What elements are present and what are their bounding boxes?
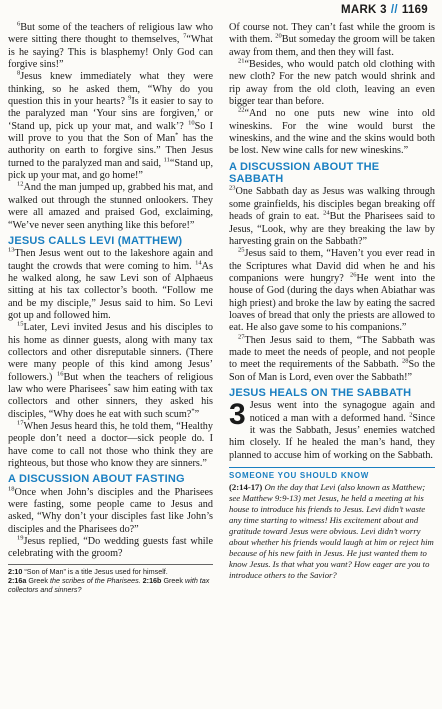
book-chapter: MARK 3: [340, 4, 387, 16]
footnote: 2:10 “Son of Man” is a title Jesus used for himself.: [8, 566, 168, 576]
verse-number: 9: [128, 94, 132, 102]
verse-number: 13: [8, 246, 15, 254]
verse-number: 2: [409, 411, 413, 419]
verse-number: 24: [323, 209, 330, 217]
verse-number: 23: [229, 185, 236, 193]
footnote-marker: *: [107, 382, 111, 390]
verse-number: 25: [238, 246, 245, 254]
verse-number: 16: [56, 370, 64, 378]
section-heading: A DISCUSSION ABOUT THE SABBATH: [229, 160, 380, 186]
verse-number: 17: [17, 419, 24, 427]
verse-number: 10: [188, 119, 195, 127]
verse-paragraph: Of course not. They can’t fast while the groom is with them. $^{20}$But someday the groom will be taken away from them, and then they will fast.: [229, 22, 435, 58]
verse-number: 7: [183, 32, 187, 40]
right-column: [229, 22, 435, 581]
verse-number: 18: [8, 485, 15, 493]
verse-paragraph: $^{13}$Then Jesus went out to the lakeshore again and taught the crowds that were coming to him. $^{14}$As he walked along, he saw Levi son of Alphaeus sitting at his tax collector’s booth. “Follow me and be my disciple,” Jesus said to him. So Levi got up and followed him.: [8, 246, 213, 321]
verse-number: 22: [238, 107, 245, 115]
verse-number: 27: [238, 333, 245, 341]
verse-paragraph: $^{18}$Once when John’s disciples and the Pharisees were fasting, some people came to Jesus and asked, “Why don’t your disciples fast like John’s disciples and the Pharisees do?”: [8, 485, 213, 535]
verse-number: 8: [17, 69, 21, 77]
sidebar-ref: (2:14-17): [229, 482, 263, 493]
verse-paragraph: $^{23}$One Sabbath day as Jesus was walking through some grainfields, his disciples began breaking off heads of grain to eat. $^{24}$But the Pharisees said to Jesus, “Look, why are they breaking the law by harvesting grain on the Sabbath?”: [229, 185, 435, 247]
verse-paragraph: $^{15}$Later, Levi invited Jesus and his disciples to his home as dinner guests, along with many tax collectors and other disreputable sinners. (There were many people of this kind among Jesus’ followers.) $^{16}$But when the teachers of religious law who were Pharisees* saw him eating with tax collectors and other sinners, they asked his disciples, “Why does he eat with such scum?*”: [8, 320, 213, 420]
footnote-ref: 2:16b: [142, 575, 162, 585]
footnote-ref: 2:16a: [8, 575, 27, 585]
verse-paragraph: $^{17}$When Jesus heard this, he told them, “Healthy people don’t need a doctor—sick people do. I have come to call not those who think they are righteous, but those who know they are sinners.”: [8, 419, 213, 470]
verse-number: 21: [238, 57, 245, 65]
verse-paragraph: $^{21}$“Besides, who would patch old clothing with new cloth? For the new patch would shrink and rip away from the old cloth, leaving an even bigger tear than before.: [229, 57, 435, 108]
footnote-marker: *: [175, 131, 179, 139]
verse-paragraph: $^{22}$“And no one puts new wine into old wineskins. For the wine would burst the wineskins, and the wine and the skins would both be lost. New wine calls for new wineskins.”: [229, 107, 435, 157]
verse-number: 6: [17, 20, 21, 28]
footnote-divider: [8, 564, 213, 565]
verse-paragraph: $^{25}$Jesus said to them, “Haven’t you ever read in the Scriptures what David did when he and his companions were hungry? $^{26}$He went into the house of God (during the days when Abiathar was high priest) and broke the law by eating the sacred loaves of bread that only the priests are allowed to eat. He also gave some to his companions.”: [229, 246, 435, 334]
verse-paragraph: 3 Jesus went into the synagogue again and noticed a man with a deformed hand. $^2$Since it was the Sabbath, Jesus’ enemies watched him closely. If he healed the man’s hand, they planned to accuse him of working on the Sabbath.: [229, 398, 435, 461]
sidebar-text: (2:14-17) On the day that Levi (also known as Matthew; see Matthew 9:9-13) met Jesus, he held a meeting at his house to introduce his friends to Jesus. Levi didn’t waste any time starting to witness! His excitement about and gratitude toward Jesus were obvious. Levi didn’t worry about whether his friends would laugh at him or reject him because of his new faith in Jesus. He just wanted them to know Jesus. Is that what you want? How eager are you to introduce others to the Savior?: [229, 482, 434, 580]
verse-paragraph: $^{27}$Then Jesus said to them, “The Sabbath was made to meet the needs of people, and not people to meet the requirements of the Sabbath. $^{28}$So the Son of Man is Lord, even over the Sabbath!”: [229, 333, 435, 383]
section-heading: JESUS CALLS LEVI (MATTHEW): [8, 234, 183, 247]
verse-number: 26: [349, 271, 357, 279]
verse-paragraph: $^{12}$And the man jumped up, grabbed his mat, and walked out through the stunned onlookers. They were all amazed and praised God, exclaiming, “We’ve never seen anything like this before!”: [8, 181, 213, 231]
verse-paragraph: $^8$Jesus knew immediately what they were thinking, so he asked them, “Why do you question this in your hearts? $^9$Is it easier to say to the paralyzed man ‘Your sins are forgiven,’ or ‘Stand up, pick up your mat, and walk’? $^{10}$So I will prove to you that the Son of Man* has the authority on earth to forgive sins.” Then Jesus turned to the paralyzed man and said, $^{11}$“Stand up, pick up your mat, and go home!”: [8, 69, 214, 182]
sidebar-title: SOMEONE YOU SHOULD KNOW: [229, 471, 369, 481]
verse-paragraph: $^6$But some of the teachers of religious law who were sitting there thought to themselves, $^7$“What is he saying? This is blasphemy! Only God can forgive sins!”: [8, 20, 213, 71]
page-number: 1169: [401, 4, 428, 16]
verse-number: 11: [163, 156, 170, 164]
verse-number: 19: [17, 534, 24, 542]
running-head: [341, 4, 428, 16]
someone-you-should-know-sidebar: [229, 467, 435, 581]
footnote-ref: 2:10: [8, 566, 23, 576]
verse-number: 15: [17, 320, 24, 328]
footnotes: [8, 567, 213, 594]
header-separator: //: [390, 4, 398, 16]
verse-number: 20: [275, 32, 282, 40]
footnote-marker: *: [191, 407, 195, 415]
chapter-number: 3: [229, 398, 246, 432]
verse-paragraph: $^{19}$Jesus replied, “Do wedding guests fast while celebrating with the groom?: [8, 534, 213, 560]
section-heading: JESUS HEALS ON THE SABBATH: [229, 386, 412, 399]
verse-number: 28: [401, 357, 409, 365]
footnote: 2:16a Greek the scribes of the Pharisees. 2:16b Greek with tax collectors and sinners?: [8, 575, 210, 594]
section-heading: A DISCUSSION ABOUT FASTING: [8, 473, 185, 486]
left-column: [8, 22, 213, 594]
verse-number: 12: [17, 181, 24, 189]
verse-number: 14: [195, 259, 202, 267]
